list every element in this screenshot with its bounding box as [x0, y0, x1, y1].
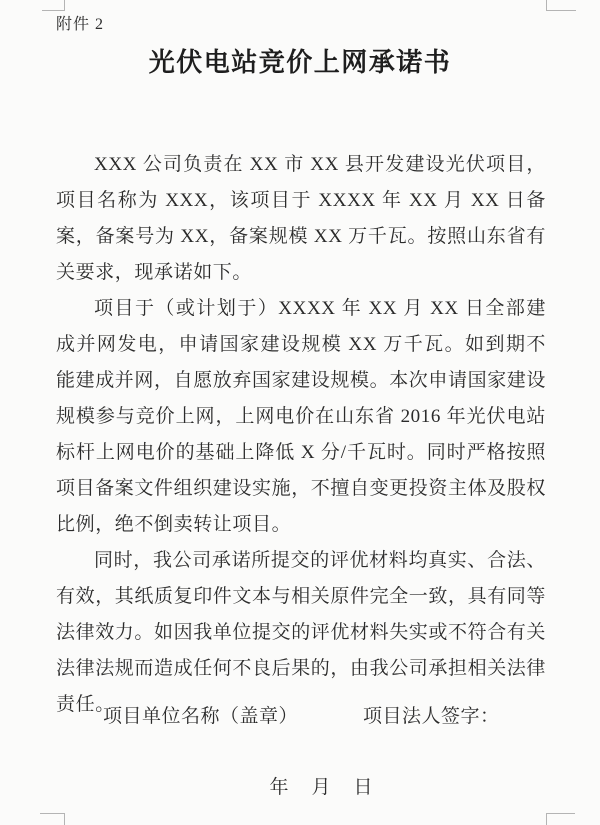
paragraph-materials-authenticity: 同时，我公司承诺所提交的评优材料均真实、合法、有效，其纸质复印件文本与相关原件完全一致，具有同等法律效力。如因我单位提交的评优材料失实或不符合有关法律法规而造成任何不良后果的，由我公司承担相关法律责任。 [56, 550, 547, 715]
attachment-label: 附件 2 [56, 16, 105, 33]
margin-crop-mark-bottom-right [546, 813, 575, 825]
margin-crop-mark-bottom-left [40, 813, 65, 825]
legal-person-signature-label: 项目法人签字： [363, 706, 500, 727]
paragraph-grid-connection-commitment: 项目于（或计划于）XXXX 年 XX 月 XX 日全部建成并网发电，申请国家建设规模 XX 万千瓦。如到期不能建成并网，自愿放弃国家建设规模。本次申请国家建设规模参与竞价上网，上网电价在山东省 2016 年光伏电站标杆上网电价的基础上降低 X 分/千瓦时。同时严格按照项目备案文件组织建设实施，不擅自变更投资主体及股权比例，绝不倒卖转让项目。 [56, 298, 547, 535]
project-unit-seal-label: 项目单位名称（盖章） [103, 706, 299, 727]
document-title: 光伏电站竞价上网承诺书 [148, 48, 452, 77]
paragraph-project-overview: XXX 公司负责在 XX 市 XX 县开发建设光伏项目，项目名称为 XXX，该项目于 XXXX 年 XX 月 XX 日备案，备案号为 XX，备案规模 XX 万千瓦。按照山东省有关要求，现承诺如下。 [56, 154, 546, 283]
document-body [56, 147, 546, 723]
date-line: 年 月 日 [269, 777, 375, 798]
margin-crop-mark-top-left [42, 0, 65, 11]
margin-crop-mark-top-right [546, 0, 576, 11]
